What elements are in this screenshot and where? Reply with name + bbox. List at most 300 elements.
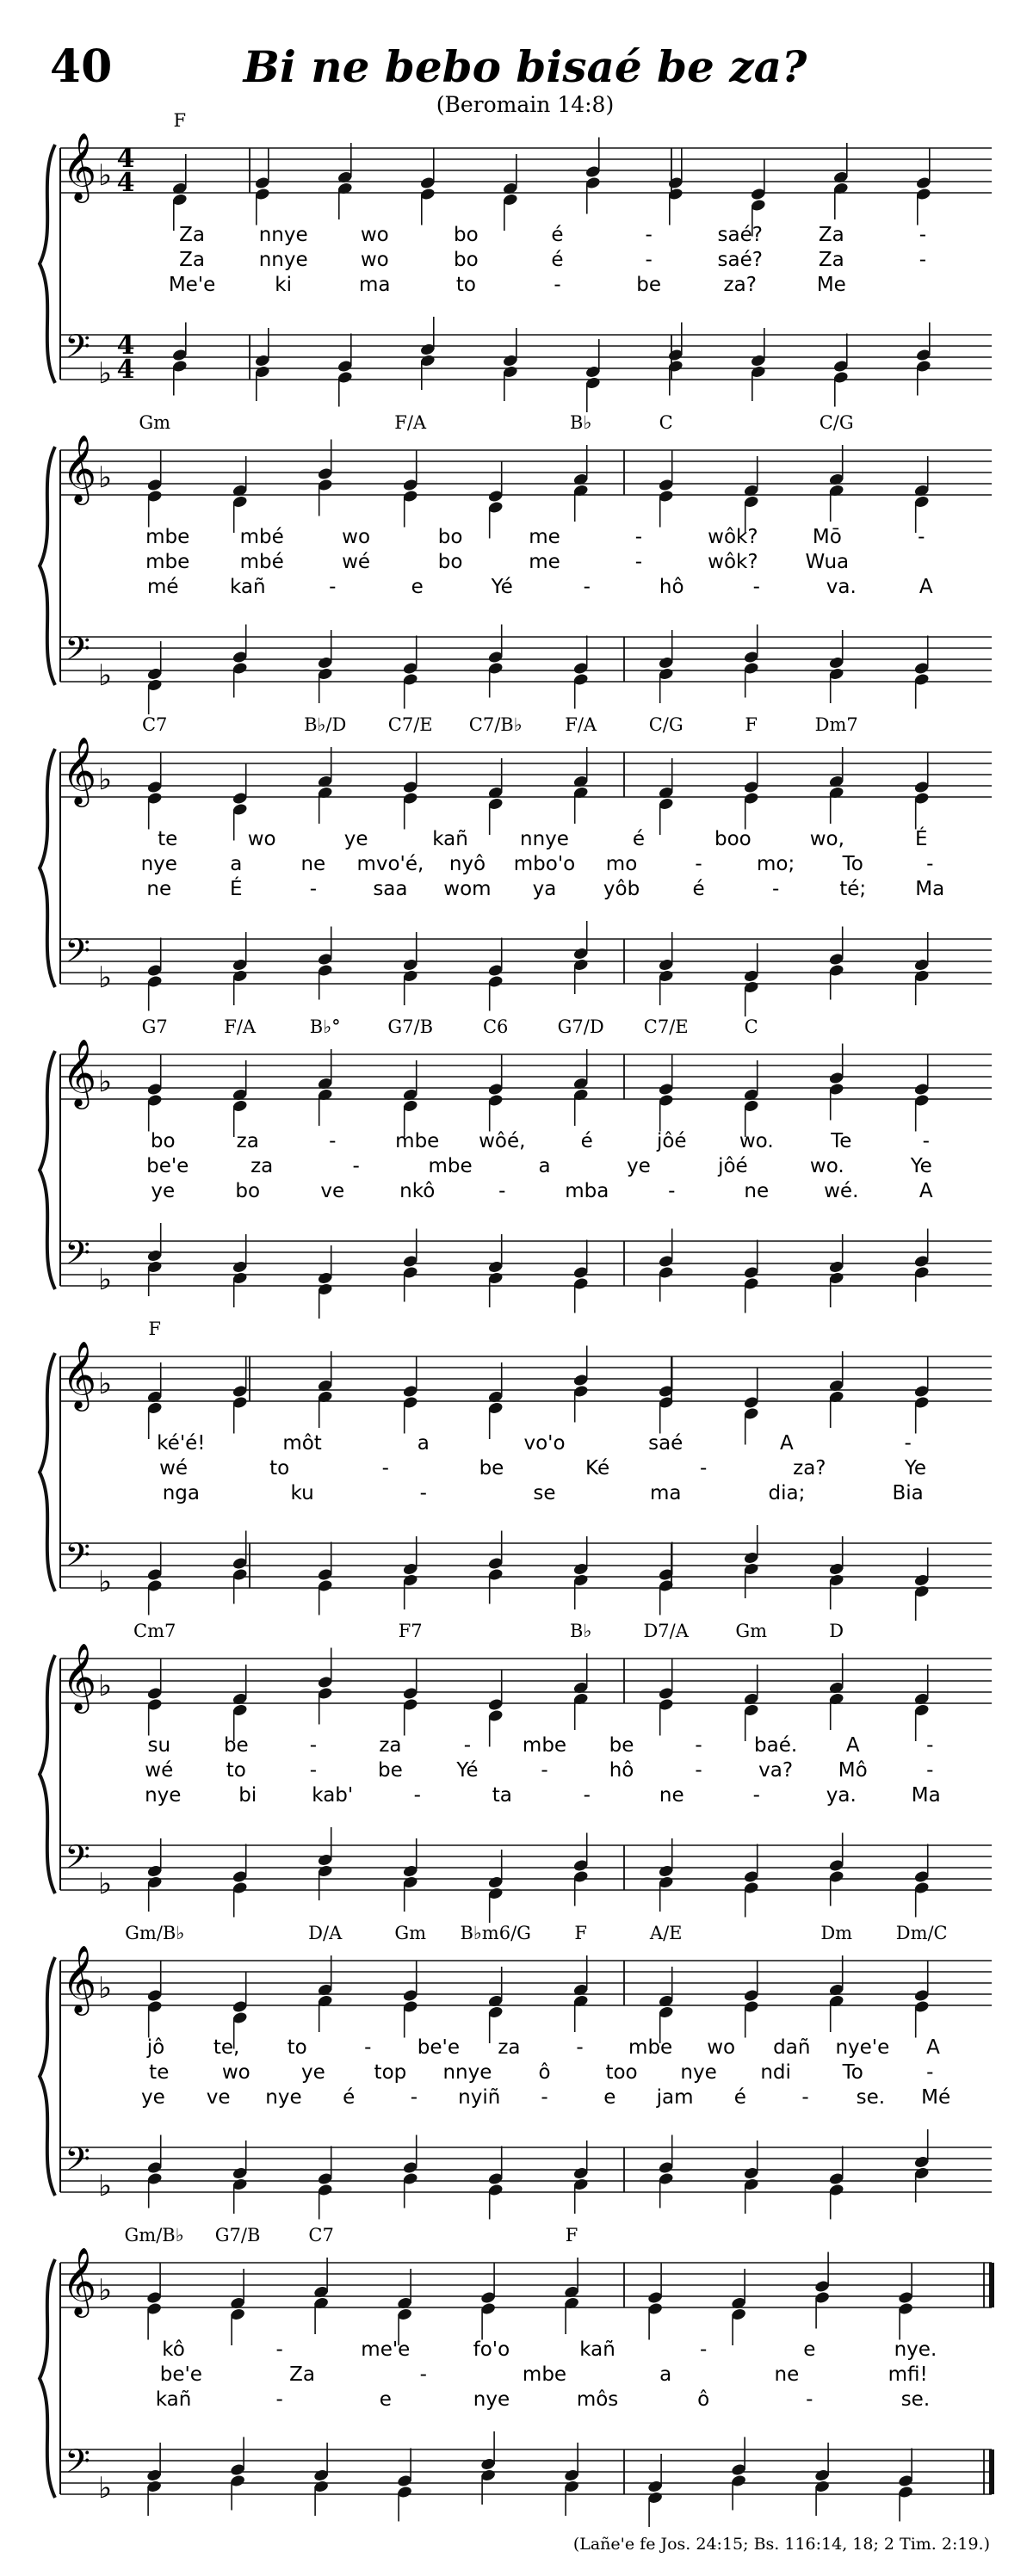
- chord-symbol: F: [173, 110, 187, 131]
- lyric-syllable: wôk?: [708, 526, 758, 548]
- chord-symbol: Dm: [820, 1923, 853, 1943]
- lyric-syllable: nye: [473, 2388, 510, 2411]
- lyric-syllable: -: [634, 551, 643, 573]
- lyric-syllable: Mô: [838, 1759, 868, 1782]
- bass-clef: 𝄢: [65, 2140, 90, 2186]
- chord-symbol: B♭: [570, 412, 592, 433]
- chord-symbol: G7/B: [214, 2225, 261, 2246]
- lyric-syllable: -: [700, 1457, 708, 1480]
- lyric-syllable: nye.: [894, 2338, 937, 2361]
- lyric-syllable: vo'o: [523, 1432, 566, 1455]
- lyric-syllable: -: [904, 1432, 912, 1455]
- lyric-syllable: nkô: [399, 1180, 436, 1202]
- treble-clef: 𝄞: [61, 737, 97, 805]
- lyric-syllable: jôé: [656, 1130, 687, 1152]
- lyric-syllable: wé: [159, 1457, 189, 1480]
- lyric-syllable: é: [343, 2086, 356, 2109]
- lyric-syllable: mbe: [145, 551, 190, 573]
- lyric-syllable: nye: [265, 2086, 302, 2109]
- lyric-syllable: wo: [360, 224, 389, 246]
- lyric-syllable: -: [329, 1130, 337, 1152]
- chord-symbol: G7: [141, 1016, 168, 1037]
- lyric-syllable: -: [364, 2036, 372, 2059]
- lyric-syllable: su: [147, 1734, 171, 1757]
- key-signature-flat: ♭: [97, 1867, 113, 1901]
- lyric-syllable: jô: [146, 2036, 165, 2059]
- lyric-syllable: mba: [565, 1180, 609, 1202]
- lyric-syllable: é: [551, 224, 564, 246]
- music-system: [40, 1319, 992, 1621]
- lyric-syllable: wo: [342, 526, 371, 548]
- lyric-syllable: kañ: [579, 2338, 615, 2361]
- lyric-syllable: -: [926, 853, 934, 875]
- treble-clef: 𝄞: [61, 1341, 97, 1409]
- lyric-syllable: Ma: [911, 1784, 941, 1807]
- lyric-syllable: ne: [659, 1784, 684, 1807]
- chord-symbol: D/A: [308, 1923, 343, 1943]
- lyric-syllable: kañ: [432, 828, 468, 850]
- lyric-syllable: -: [498, 1180, 506, 1202]
- lyric-syllable: Za: [179, 224, 205, 246]
- lyric-syllable: to: [287, 2036, 307, 2059]
- key-signature-flat: ♭: [97, 2169, 113, 2203]
- chord-symbol: F: [745, 714, 758, 735]
- key-signature-flat: ♭: [97, 2471, 113, 2505]
- lyric-syllable: mbe: [395, 1130, 440, 1152]
- key-signature-flat: ♭: [97, 1263, 113, 1297]
- lyric-syllable: nyô: [448, 853, 486, 875]
- chord-symbol: B♭: [570, 1621, 592, 1641]
- lyric-syllable: é: [733, 2086, 746, 2109]
- key-signature-flat: ♭: [97, 2273, 113, 2307]
- lyric-syllable: bo: [437, 526, 463, 548]
- lyric-syllable: -: [922, 1130, 930, 1152]
- lyric-syllable: Yé: [491, 576, 513, 598]
- lyric-syllable: -: [695, 1759, 702, 1782]
- key-signature-flat: ♭: [97, 356, 113, 391]
- chord-symbol: B♭/D: [304, 714, 347, 735]
- lyric-syllable: te: [158, 828, 178, 850]
- music-system: [40, 714, 992, 1016]
- lyric-syllable: se: [533, 1482, 556, 1504]
- footer-references: (Lañe'e fe Jos. 24:15; Bs. 116:14, 18; 2 Tim. 2:19.): [572, 2535, 990, 2554]
- lyric-syllable: A: [780, 1432, 794, 1455]
- lyric-syllable: ya.: [826, 1784, 857, 1807]
- lyric-syllable: za: [251, 1155, 274, 1177]
- lyric-syllable: -: [926, 2061, 934, 2084]
- lyric-syllable: -: [352, 1155, 360, 1177]
- lyric-syllable: nye: [145, 1784, 182, 1807]
- time-signature: 4: [116, 355, 135, 385]
- lyric-syllable: wé.: [824, 1180, 859, 1202]
- lyric-syllable: é: [551, 249, 564, 271]
- chord-symbol: F7: [398, 1621, 423, 1641]
- chord-symbol: G7/B: [387, 1016, 434, 1037]
- lyric-syllable: se.: [900, 2388, 931, 2411]
- lyric-syllable: bo: [437, 551, 463, 573]
- chord-symbol: Gm/B♭: [124, 2225, 184, 2246]
- lyric-syllable: -: [463, 1734, 472, 1757]
- treble-clef: 𝄞: [61, 133, 97, 201]
- lyric-syllable: -: [919, 249, 927, 271]
- lyric-syllable: ké'é!: [157, 1432, 206, 1455]
- chord-symbol: C6: [482, 1016, 509, 1037]
- key-signature-flat: ♭: [97, 1367, 113, 1401]
- chord-symbol: C7/E: [387, 714, 433, 735]
- chord-symbol: C/G: [819, 412, 854, 433]
- lyric-syllable: é: [632, 828, 646, 850]
- lyric-syllable: Ye: [910, 1155, 932, 1177]
- lyric-syllable: te: [149, 2061, 170, 2084]
- lyric-syllable: saa: [373, 878, 408, 900]
- lyric-syllable: ye: [343, 828, 368, 850]
- chord-symbol: C7: [308, 2225, 334, 2246]
- lyric-syllable: mo;: [757, 853, 795, 875]
- chord-symbol: Gm/B♭: [125, 1923, 185, 1943]
- lyric-syllable: mo: [605, 853, 638, 875]
- lyric-syllable: ô: [697, 2388, 710, 2411]
- lyric-syllable: -: [918, 526, 925, 548]
- lyric-syllable: Ye: [904, 1457, 927, 1480]
- music-system: [40, 412, 992, 714]
- time-signature: 4: [116, 144, 135, 174]
- lyric-syllable: Za: [289, 2363, 316, 2386]
- key-signature-flat: ♭: [97, 1971, 113, 2005]
- system-brace: [40, 1957, 55, 2196]
- lyric-syllable: saé: [648, 1432, 684, 1455]
- lyric-syllable: fo'o: [473, 2338, 510, 2361]
- treble-clef: 𝄞: [61, 435, 97, 503]
- lyric-syllable: ma: [649, 1482, 682, 1504]
- lyric-syllable: va.: [826, 576, 857, 598]
- lyric-syllable: wôé,: [479, 1130, 526, 1152]
- chord-symbol: C: [744, 1016, 758, 1037]
- lyric-syllable: bo: [454, 224, 479, 246]
- lyric-syllable: -: [554, 274, 561, 296]
- lyric-syllable: ku: [290, 1482, 314, 1504]
- lyric-syllable: ve: [320, 1180, 345, 1202]
- lyric-syllable: kañ: [155, 2388, 192, 2411]
- lyric-syllable: me'e: [361, 2338, 411, 2361]
- lyric-syllable: -: [413, 1784, 421, 1807]
- lyric-syllable: be: [479, 1457, 504, 1480]
- lyric-syllable: -: [381, 1457, 389, 1480]
- lyric-syllable: -: [419, 2363, 427, 2386]
- lyric-syllable: a: [230, 853, 243, 875]
- lyric-syllable: mfi!: [888, 2363, 928, 2386]
- lyric-syllable: be: [636, 274, 661, 296]
- lyric-syllable: mbo'o: [513, 853, 576, 875]
- chord-symbol: F/A: [565, 714, 597, 735]
- music-system: [40, 1016, 992, 1319]
- lyric-syllable: wo.: [739, 1130, 774, 1152]
- chord-symbol: Dm/C: [895, 1923, 948, 1943]
- treble-clef: 𝄞: [61, 1643, 97, 1711]
- lyric-syllable: top: [374, 2061, 407, 2084]
- lyric-syllable: nye'e: [835, 2036, 890, 2059]
- lyric-syllable: te,: [213, 2036, 240, 2059]
- chord-symbol: C/G: [648, 714, 684, 735]
- chord-symbol: F: [148, 1319, 161, 1339]
- system-brace: [40, 447, 55, 685]
- chord-symbol: G7/D: [557, 1016, 604, 1037]
- chord-symbol: F: [565, 2225, 578, 2246]
- key-signature-flat: ♭: [97, 460, 113, 495]
- lyric-syllable: -: [695, 1734, 702, 1757]
- lyric-syllable: mbe: [522, 2363, 567, 2386]
- lyric-syllable: me: [529, 526, 560, 548]
- lyric-syllable: -: [801, 2086, 809, 2109]
- lyric-syllable: nyiñ: [458, 2086, 501, 2109]
- lyric-syllable: to: [455, 274, 476, 296]
- lyric-syllable: -: [419, 1482, 427, 1504]
- lyric-syllable: nnye: [258, 249, 308, 271]
- lyric-syllable: ta: [492, 1784, 512, 1807]
- music-system: [40, 1923, 992, 2220]
- lyric-syllable: -: [309, 878, 318, 900]
- lyric-syllable: É: [915, 828, 928, 850]
- lyric-syllable: be'e: [159, 2363, 202, 2386]
- lyric-syllable: ma: [359, 274, 391, 296]
- lyric-syllable: té;: [839, 878, 867, 900]
- lyric-syllable: A: [919, 1180, 933, 1202]
- lyric-syllable: -: [700, 2338, 708, 2361]
- treble-clef: 𝄞: [61, 2247, 97, 2315]
- lyric-syllable: Ké: [585, 1457, 610, 1480]
- chord-symbol: B♭m6/G: [460, 1923, 531, 1943]
- lyric-syllable: -: [695, 853, 702, 875]
- lyric-syllable: e: [803, 2338, 816, 2361]
- lyric-syllable: mbe: [522, 1734, 567, 1757]
- lyric-syllable: mbe: [145, 526, 190, 548]
- lyric-syllable: Te: [831, 1130, 852, 1152]
- lyric-syllable: mbé: [239, 526, 284, 548]
- lyric-syllable: bo: [235, 1180, 261, 1202]
- lyric-syllable: a: [538, 1155, 551, 1177]
- lyric-syllable: -: [926, 1734, 934, 1757]
- chord-symbol: F: [574, 1923, 587, 1943]
- key-signature-flat: ♭: [97, 1565, 113, 1599]
- bass-clef: 𝄢: [65, 2442, 90, 2488]
- lyric-syllable: me: [529, 551, 560, 573]
- scripture-reference: (Beromain 14:8): [436, 92, 615, 117]
- lyric-syllable: nga: [162, 1482, 200, 1504]
- lyric-syllable: -: [309, 1734, 318, 1757]
- lyric-syllable: za: [236, 1130, 259, 1152]
- lyric-syllable: -: [309, 1759, 318, 1782]
- bass-clef: 𝄢: [65, 1838, 90, 1884]
- chord-symbol: B♭°: [309, 1016, 341, 1037]
- chord-symbol: Cm7: [133, 1621, 176, 1641]
- lyric-syllable: a: [659, 2363, 672, 2386]
- chord-symbol: Dm7: [814, 714, 858, 735]
- lyric-syllable: to: [226, 1759, 246, 1782]
- lyric-syllable: kab': [312, 1784, 354, 1807]
- lyric-syllable: Me'e: [168, 274, 216, 296]
- lyric-syllable: Za: [818, 249, 844, 271]
- lyric-syllable: mbé: [239, 551, 284, 573]
- chord-symbol: D7/A: [643, 1621, 689, 1641]
- lyric-syllable: -: [752, 1784, 760, 1807]
- bass-clef: 𝄢: [65, 931, 90, 978]
- lyric-syllable: nye: [680, 2061, 717, 2084]
- lyric-syllable: dia;: [768, 1482, 806, 1504]
- lyric-syllable: môs: [576, 2388, 619, 2411]
- lyric-syllable: -: [583, 576, 591, 598]
- lyric-syllable: -: [806, 2388, 813, 2411]
- lyric-syllable: -: [634, 526, 643, 548]
- lyric-syllable: Mō: [812, 526, 842, 548]
- treble-clef: 𝄞: [61, 1945, 97, 2013]
- system-brace: [40, 1655, 55, 1893]
- hymn-number: 40: [50, 40, 113, 93]
- bass-clef: 𝄢: [65, 1535, 90, 1582]
- lyric-syllable: wo: [221, 2061, 251, 2084]
- lyric-syllable: saé?: [717, 224, 763, 246]
- lyric-syllable: mbe: [628, 2036, 673, 2059]
- system-brace: [40, 1353, 55, 1591]
- lyric-syllable: jam: [656, 2086, 694, 2109]
- lyric-syllable: wom: [443, 878, 492, 900]
- key-signature-flat: ♭: [97, 1669, 113, 1703]
- lyric-syllable: e: [379, 2388, 392, 2411]
- lyric-syllable: To: [842, 2061, 863, 2084]
- lyric-syllable: -: [645, 224, 653, 246]
- system-brace: [40, 749, 55, 987]
- lyric-syllable: Mé: [921, 2086, 951, 2109]
- key-signature-flat: ♭: [97, 763, 113, 797]
- lyric-syllable: bo: [150, 1130, 176, 1152]
- system-brace: [40, 2259, 55, 2498]
- lyric-syllable: hô: [659, 576, 684, 598]
- treble-clef: 𝄞: [61, 1039, 97, 1107]
- lyric-syllable: To: [842, 853, 863, 875]
- lyric-syllable: wo: [707, 2036, 736, 2059]
- music-system: [40, 1621, 992, 1923]
- lyric-syllable: -: [576, 2036, 584, 2059]
- system-brace: [40, 145, 55, 383]
- lyric-syllable: ye: [151, 1180, 176, 1202]
- lyric-syllable: dañ: [773, 2036, 811, 2059]
- chord-symbol: C: [659, 412, 673, 433]
- lyric-syllable: A: [926, 2036, 940, 2059]
- lyric-syllable: -: [926, 1759, 934, 1782]
- lyric-syllable: -: [919, 224, 927, 246]
- lyric-syllable: ndi: [760, 2061, 791, 2084]
- lyric-syllable: -: [541, 2086, 548, 2109]
- lyric-syllable: Yé: [456, 1759, 479, 1782]
- lyric-syllable: too: [605, 2061, 638, 2084]
- lyric-syllable: bi: [238, 1784, 257, 1807]
- lyric-syllable: -: [771, 878, 780, 900]
- lyric-syllable: ye: [300, 2061, 325, 2084]
- chord-symbol: C7: [141, 714, 168, 735]
- lyric-syllable: ye: [141, 2086, 165, 2109]
- key-signature-flat: ♭: [97, 158, 113, 193]
- lyric-syllable: Za: [818, 224, 844, 246]
- lyric-syllable: za?: [723, 274, 757, 296]
- lyric-syllable: Ma: [915, 878, 945, 900]
- lyric-syllable: wé: [342, 551, 371, 573]
- chord-symbol: F/A: [394, 412, 427, 433]
- lyric-syllable: nnye: [442, 2061, 492, 2084]
- lyric-syllable: é: [692, 878, 705, 900]
- lyric-syllable: za: [379, 1734, 402, 1757]
- lyric-syllable: A: [845, 1734, 860, 1757]
- key-signature-flat: ♭: [97, 961, 113, 995]
- lyric-syllable: mbe: [428, 1155, 473, 1177]
- lyric-syllable: -: [752, 576, 760, 598]
- lyric-syllable: -: [541, 1759, 548, 1782]
- lyric-syllable: e: [411, 576, 424, 598]
- lyric-syllable: -: [645, 249, 653, 271]
- hymn-title: Bi ne bebo bisaé be za?: [243, 41, 807, 92]
- music-system: [40, 110, 992, 412]
- lyric-syllable: ô: [538, 2061, 551, 2084]
- lyric-syllable: -: [275, 2388, 283, 2411]
- lyric-syllable: kô: [162, 2338, 185, 2361]
- lyric-syllable: ye: [627, 1155, 651, 1177]
- system-brace: [40, 1051, 55, 1289]
- lyric-syllable: môt: [282, 1432, 322, 1455]
- time-signature: 4: [116, 330, 135, 361]
- chord-symbol: C7/E: [643, 1016, 689, 1037]
- lyric-syllable: boo: [714, 828, 752, 850]
- lyric-syllable: ne: [146, 878, 172, 900]
- lyric-syllable: nye: [140, 853, 177, 875]
- lyric-syllable: yôb: [603, 878, 640, 900]
- bass-clef: 𝄢: [65, 1233, 90, 1280]
- lyric-syllable: -: [410, 2086, 418, 2109]
- lyric-syllable: nnye: [258, 224, 308, 246]
- lyric-syllable: ve: [206, 2086, 231, 2109]
- lyric-syllable: Bia: [892, 1482, 924, 1504]
- lyric-syllable: to: [269, 1457, 290, 1480]
- lyric-syllable: wo,: [809, 828, 844, 850]
- lyric-syllable: ya: [532, 878, 557, 900]
- bass-clef: 𝄢: [65, 327, 90, 374]
- chord-symbol: A/E: [649, 1923, 683, 1943]
- chord-symbol: C7/B♭: [468, 714, 523, 735]
- lyric-syllable: be: [223, 1734, 249, 1757]
- lyric-syllable: nnye: [520, 828, 569, 850]
- lyric-syllable: ne: [774, 2363, 800, 2386]
- chord-symbol: F/A: [224, 1016, 257, 1037]
- lyric-syllable: -: [668, 1180, 676, 1202]
- bass-clef: 𝄢: [65, 629, 90, 676]
- lyric-syllable: é: [580, 1130, 593, 1152]
- lyric-syllable: be'e: [146, 1155, 189, 1177]
- lyric-syllable: -: [329, 576, 337, 598]
- lyric-syllable: be: [378, 1759, 403, 1782]
- lyric-syllable: wo: [360, 249, 389, 271]
- lyric-syllable: Za: [179, 249, 205, 271]
- lyric-syllable: wôk?: [708, 551, 758, 573]
- chord-symbol: Gm: [394, 1923, 427, 1943]
- lyric-syllable: bo: [454, 249, 479, 271]
- chord-symbol: D: [829, 1621, 844, 1641]
- lyric-syllable: ki: [275, 274, 293, 296]
- lyric-syllable: va?: [758, 1759, 794, 1782]
- lyric-syllable: wo: [247, 828, 276, 850]
- lyric-syllable: mvo'é,: [356, 853, 424, 875]
- lyric-syllable: se.: [856, 2086, 886, 2109]
- lyric-syllable: hô: [609, 1759, 634, 1782]
- lyric-syllable: za: [498, 2036, 521, 2059]
- lyric-syllable: jôé: [718, 1155, 748, 1177]
- lyric-syllable: za?: [793, 1457, 826, 1480]
- lyric-syllable: saé?: [717, 249, 763, 271]
